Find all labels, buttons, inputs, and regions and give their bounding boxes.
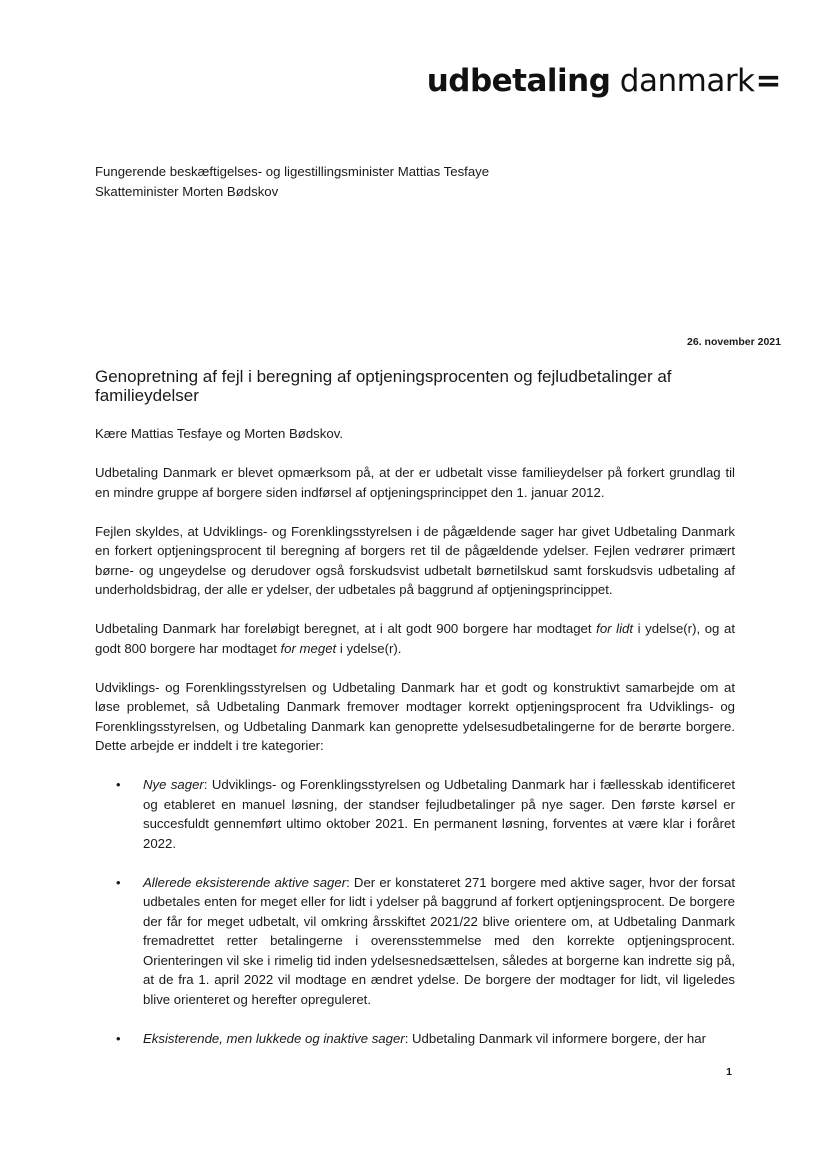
paragraph-text: Udbetaling Danmark har foreløbigt beregnet, at i alt godt 900 borgere har modtaget [95,621,597,636]
paragraph-text: i ydelse(r), og at godt 800 borgere har modtaget [95,621,735,656]
paragraph [95,619,735,658]
logo-equals-mark: = [755,63,781,99]
bullet-text: : Udviklings- og Forenklingsstyrelsen og Udbetaling Danmark har i fællesskab identificeret og etableret en manuel løsning, der standser fejludbetalinger på nye sager. Den første kørsel er succesfuldt gennemført ultimo oktober 2021. En permanent løsning, forventes at være klar i foråret 2022. [143,777,736,851]
letter-title: Genopretning af fejl i beregning af optjeningsprocenten og fejludbetalinger af familieydelser [95,367,672,405]
letter-body [95,424,735,1068]
paragraph: Udviklings- og Forenklingsstyrelsen og Udbetaling Danmark har et godt og konstruktivt samarbejde om at løse problemet, så Udbetaling Danmark fremover modtager korrekt optjeningsprocent fra Udviklings- og Forenklingsstyrelsen, og Udbetaling Danmark kan genoprette ydelsesudbetalingerne for de berørte borgere. Dette arbejde er inddelt i tre kategorier: [95,679,735,753]
recipient-line: Skatteminister Morten Bødskov [95,184,279,199]
recipient-block [95,162,489,202]
letter-date: 26. november 2021 [687,336,781,348]
list-item [95,775,735,853]
bullet-label: Eksisterende, men lukkede og inaktive sager [143,1030,405,1046]
recipient-line: Fungerende beskæftigelses- og ligestillingsminister Mattias Tesfaye [95,164,490,179]
page-number: 1 [726,1066,732,1078]
list-item [95,1029,735,1049]
paragraph: Fejlen skyldes, at Udviklings- og Forenklingsstyrelsen i de pågældende sager har givet Udbetaling Danmark en forkert optjeningsprocent til beregning af borgers ret til de pågældende ydelser. Fejlen vedrører primært børne- og ungeydelse og derudover også forskudsvist udbetalt børnetilskud samt forskudsvis udbetaling af underholdsbidrag, der alle er ydelser, der udbetales på baggrund af optjeningsprincippet. [95,523,735,597]
category-list [95,775,735,1048]
logo-text-udbetaling: udbetaling [426,63,611,99]
list-item [95,873,735,1010]
bullet-icon: • [116,777,121,792]
bullet-icon: • [116,874,121,890]
bullet-label: Allerede eksisterende aktive sager [143,874,347,890]
bullet-label: Nye sager [143,777,204,792]
bullet-text: : Der er konstateret 271 borgere med aktive sager, hvor der forsat udbetales enten for meget eller for lidt i ydelser på baggrund af forkert optjeningsprocent. De borgere der får for meget udbetalt, vil omkring årsskiftet 2021/22 blive orientere om, at Udbetaling Danmark fremadrettet retter betalingerne i overensstemmelse med den korrekte optjeningsprocent. Orienteringen vil ske i rimelig tid inden ydelsesnedsættelsen, således at borgerne kan indrette sig på, at de fra 1. april 2022 vil modtage en ændret ydelse. De borgere der modtager for lidt, vil ligeledes blive orienteret og herefter opreguleret. [143,874,735,1007]
salutation: Kære Mattias Tesfaye og Morten Bødskov. [95,426,343,441]
paragraph: Udbetaling Danmark er blevet opmærksom på, at der er udbetalt visse familieydelser på forkert grundlag til en mindre gruppe af borgere siden indførsel af optjeningsprincippet den 1. januar 2012. [95,465,735,500]
emphasis-text: for lidt [596,621,634,636]
paragraph-text: i ydelse(r). [336,640,402,656]
emphasis-text: for meget [280,640,337,656]
udbetaling-danmark-logo [426,63,781,99]
bullet-icon: • [116,1030,121,1046]
bullet-text: : Udbetaling Danmark vil informere borgere, der har [404,1030,706,1046]
logo-text-danmark: danmark [619,63,755,99]
